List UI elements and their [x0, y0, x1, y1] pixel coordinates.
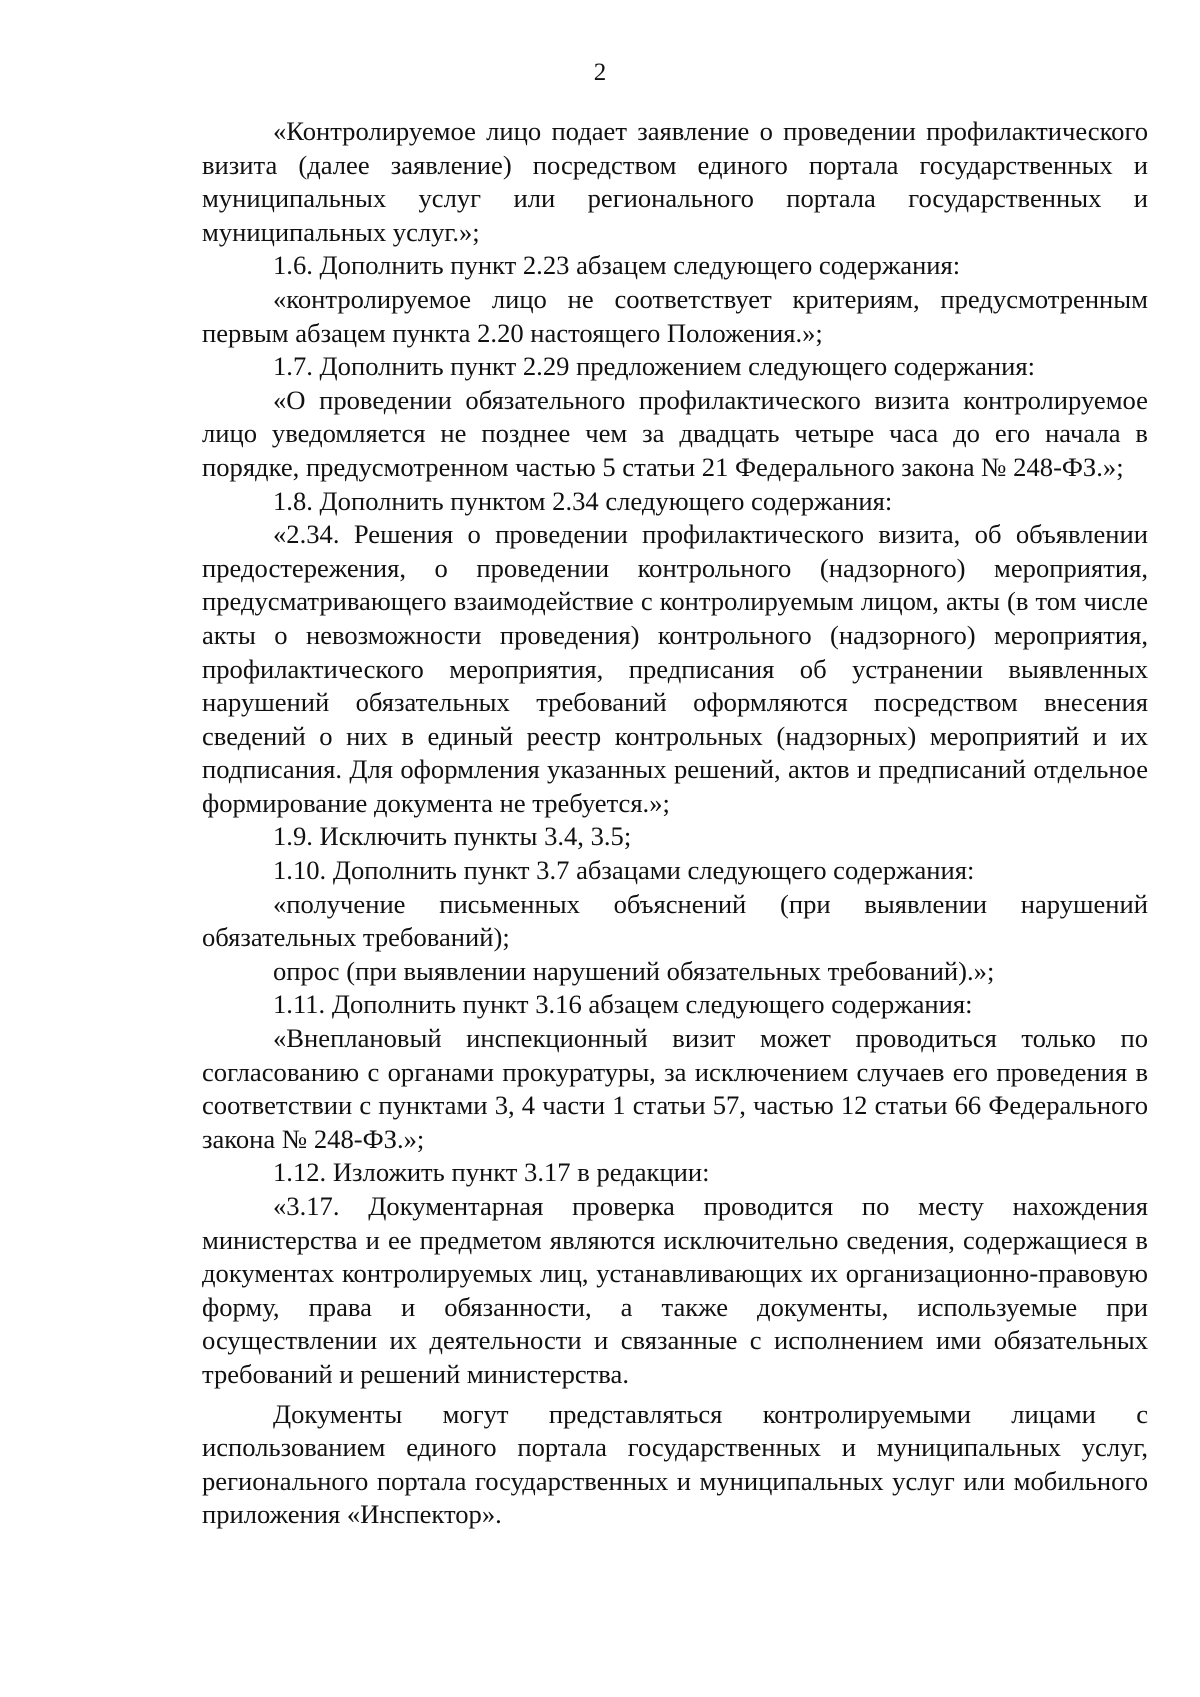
paragraph-2-34: «2.34. Решения о проведении профилактического визита, об объявлении предостережения, о проведении контрольного (надзорного) мероприятия, предусматривающего взаимодействие с контролируемым лицом, акты (в том числе акты о невозможности проведения) контрольного (надзорного) мероприятия, профилактического мероприятия, предписания об устранении выявленных нарушений обязательных требований оформляются посредством внесения сведений о них в единый реестр контрольных (надзорных) мероприятий и их подписания. Для оформления указанных решений, актов и предписаний отдельное формирование документа не требуется.»;: [202, 519, 1148, 818]
paragraph-1-7-text: «О проведении обязательного профилактического визита контролируемое лицо уведомляется не позднее чем за двадцать четыре часа до его начала в порядке, предусмотренном частью 5 статьи 21 Федерального закона № 248-ФЗ.»;: [202, 384, 1148, 482]
paragraph-1-7: 1.7. Дополнить пункт 2.29 предложением следующего содержания:: [273, 351, 1035, 382]
paragraph-1-8: 1.8. Дополнить пунктом 2.34 следующего содержания:: [273, 485, 893, 516]
paragraph-1-11-text: «Внеплановый инспекционный визит может проводиться только по согласованию с органами прокуратуры, за исключением случаев его проведения в соответствии с пунктами 3, 4 части 1 статьи 57, частью 12 статьи 66 Федерального закона № 248-ФЗ.»;: [202, 1023, 1148, 1154]
paragraph-3-17: «3.17. Документарная проверка проводится по месту нахождения министерства и ее предметом являются исключительно сведения, содержащиеся в документах контролируемых лиц, устанавливающих их организационно-правовую форму, права и обязанности, а также документы, используемые при осуществлении их деятельности и связанные с исполнением ими обязательных требований и решений министерства.: [202, 1191, 1148, 1389]
paragraph-1-10-text-2: опрос (при выявлении нарушений обязательных требований).»;: [273, 955, 995, 986]
paragraph-documents: Документы могут представляться контролируемыми лицами с использованием единого портала государственных и муниципальных услуг, регионального портала государственных и муниципальных услуг или мобильного приложения «Инспектор».: [202, 1398, 1148, 1530]
paragraph-1-11: 1.11. Дополнить пункт 3.16 абзацем следующего содержания:: [273, 989, 973, 1020]
paragraph-1-10: 1.10. Дополнить пункт 3.7 абзацами следующего содержания:: [273, 855, 975, 886]
paragraph-1-12: 1.12. Изложить пункт 3.17 в редакции:: [273, 1157, 710, 1188]
page-number: 2: [593, 59, 607, 86]
paragraph-1-6: 1.6. Дополнить пункт 2.23 абзацем следующего содержания:: [273, 250, 961, 281]
paragraph-1-6-text: «контролируемое лицо не соответствует критериям, предусмотренным первым абзацем пункта 2.20 настоящего Положения.»;: [202, 283, 1148, 348]
paragraph-1-9: 1.9. Исключить пункты 3.4, 3.5;: [273, 821, 632, 852]
paragraph-1-10-text-1: «получение письменных объяснений (при выявлении нарушений обязательных требований);: [202, 888, 1148, 953]
document-body: [202, 115, 1148, 1532]
paragraph-contact-application: «Контролируемое лицо подает заявление о проведении профилактического визита (далее заявление) посредством единого портала государственных и муниципальных услуг или регионального портала государственных и муниципальных услуг.»;: [202, 116, 1148, 247]
